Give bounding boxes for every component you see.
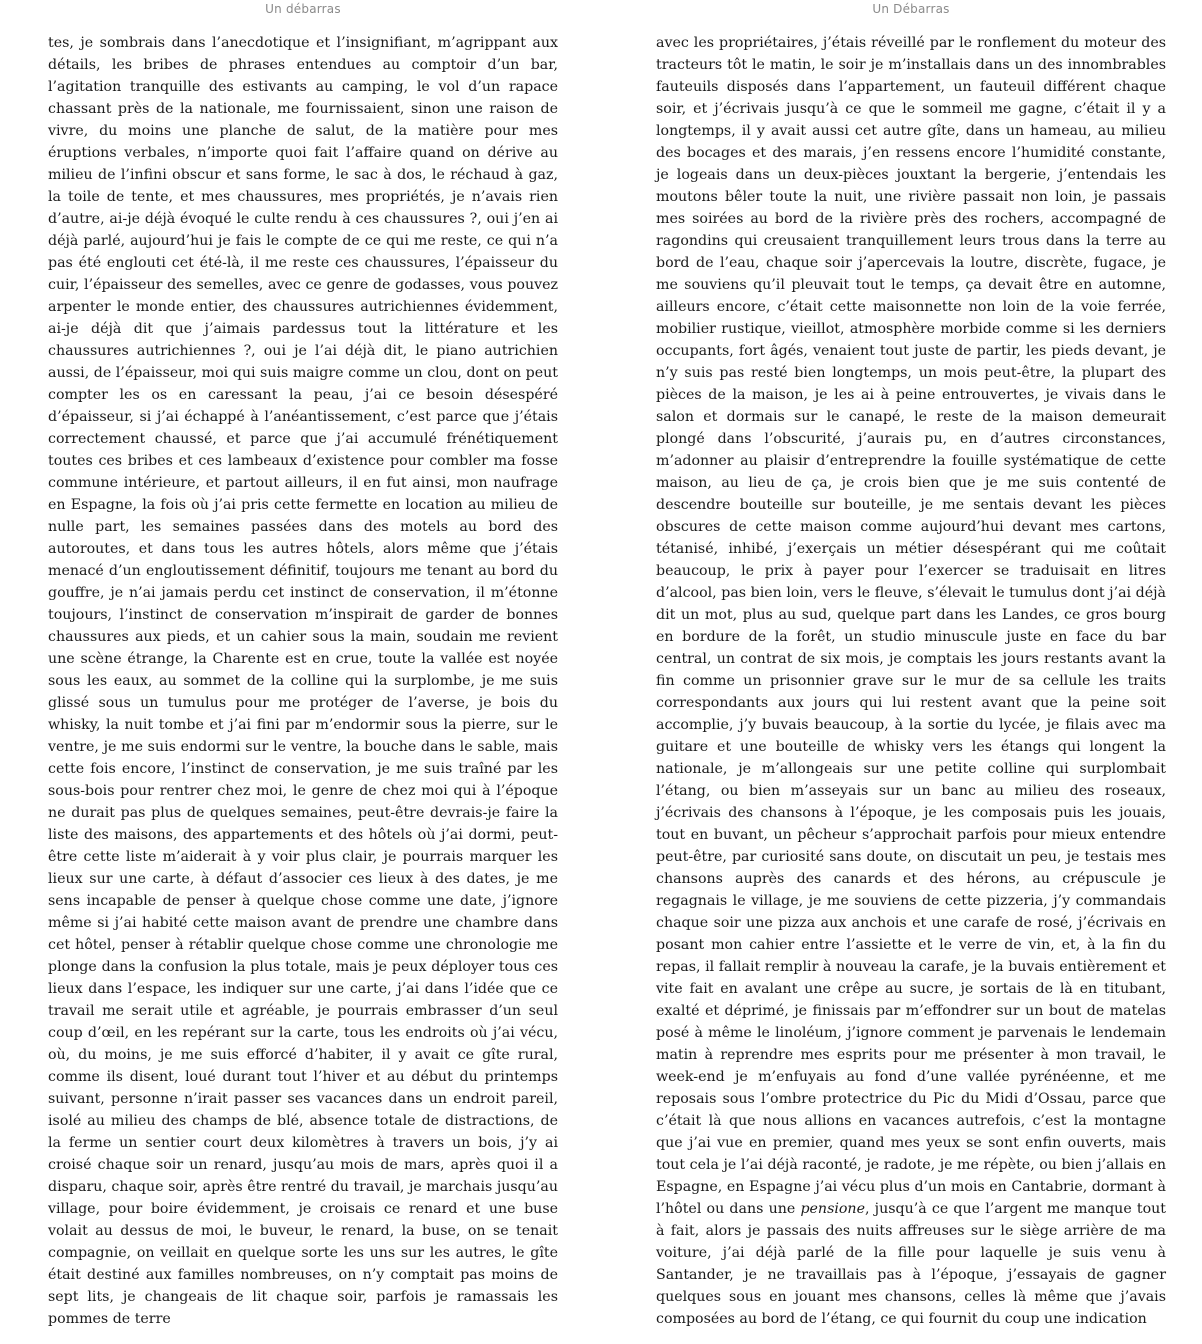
right-running-head: Un Débarras: [872, 2, 950, 16]
right-text-part-2: , jusqu’à ce que l’argent me manque tout à fait, alors je passais des nuits affreuses sur le siège arrière de ma voiture, j’ai déjà parlé de la fille pour laquelle je suis venu à Santander, je ne travaillais pas à l’époque, j’essayais de gagner quelques sous en jouant mes chansons, celles là même que j’avais composées au bord de l’étang, ce qui fournit du coup une indication: [656, 1201, 1166, 1327]
left-page: [48, 0, 558, 1344]
right-text-part-1: avec les propriétaires, j’étais réveillé par le ronflement du moteur des tracteurs tôt le matin, le soir je m’installais dans un des innombrables fauteuils disposés dans l’appartement, un fauteuil différent chaque soir, et j’écrivais jusqu’à ce que le sommeil me gagne, c’était il y a longtemps, il y avait aussi cet autre gîte, dans un hameau, au milieu des bocages et des marais, j’en ressens encore l’humidité constante, je logeais dans un deux-pièces jouxtant la bergerie, j’entendais les moutons bêler toute la nuit, une rivière passait non loin, je passais mes soirées au bord de la rivière près des rochers, accompagné de ragondins qui creusaient tranquillement leurs trous dans la terre au bord de l’eau, chaque soir j’apercevais la loutre, discrète, fugace, je me souviens qu’il pleuvait tout le temps, ça devait être en automne, ailleurs encore, c’était cette maisonnette non loin de la voie ferrée, mobilier rustique, vieillot, atmosphère morbide comme si les derniers occupants, fort âgés, venaient tout juste de partir, les pieds devant, je n’y suis pas resté bien longtemps, un mois peut-être, la plupart des pièces de la maison, je les ai à peine entrouvertes, je vivais dans le salon et dormais sur le canapé, le reste de la maison demeurait plongé dans l’obscurité, j’aurais pu, en d’autres circonstances, m’adonner au plaisir d’entreprendre la fouille systématique de cette maison, au lieu de ça, je crois bien que je me suis contenté de descendre bouteille sur bouteille, je me sentais devant les pièces obscures de cette maison comme aujourd’hui devant mes cartons, tétanisé, inhibé, j’exerçais un métier désespérant qui me coûtait beaucoup, le prix à payer pour l’exercer se traduisait en litres d’alcool, pas bien loin, vers le fleuve, s’élevait le tumulus dont j’ai déjà dit un mot, plus au sud, quelque part dans les Landes, ce gros bourg en bordure de la forêt, un studio minuscule juste en face du bar central, un contrat de six mois, je comptais les jours restants avant la fin comme un prisonnier grave sur le mur de sa cellule les traits correspondants aux jours qui lui restent avant que la peine soit accomplie, j’y buvais beaucoup, à la sortie du lycée, je filais avec ma guitare et une bouteille de whisky vers les étangs qui longent la nationale, je m’allongeais sur une petite colline qui surplombait l’étang, ou bien m’asseyais sur un banc au milieu des roseaux, j’écrivais des chansons à l’époque, je les composais puis les jouais, tout en buvant, un pêcheur s’approchait parfois pour mieux entendre peut-être, par curiosité sans doute, on discutait un peu, je testais mes chansons auprès des canards et des hérons, au crépuscule je regagnais le village, je me souviens de cette pizzeria, j’y commandais chaque soir une pizza aux anchois et une carafe de rosé, j’écrivais en posant mon cahier entre l’assiette et le verre de vin, et, à la fin du repas, il fallait remplir à nouveau la carafe, je la buvais entièrement et vite fait en avalant une crêpe au sucre, je sortais de là en titubant, exalté et déprimé, je finissais par m’effondrer sur un bout de matelas posé à même le linoléum, j’ignore comment je parvenais le lendemain matin à reprendre mes esprits pour me présenter à mon travail, le week-end je m’enfuyais au fond d’une vallée pyrénéenne, et me reposais sous l’ombre protectrice du Pic du Midi d’Ossau, parce que c’était là que nous allions en vacances autrefois, c’est la montagne que j’ai vue en premier, quand mes yeux se sont enfin ouverts, mais tout cela je l’ai déjà raconté, je radote, je me répète, ou bien j’allais en Espagne, en Espagne j’ai vécu plus d’un mois en Cantabrie, dormant à l’hôtel ou dans une: [656, 35, 1166, 1217]
right-page-text: [656, 32, 1166, 1330]
right-page: [656, 0, 1166, 1344]
italic-word-pensione: pensione: [800, 1201, 865, 1217]
left-running-head: Un débarras: [265, 2, 341, 16]
left-page-text: tes, je sombrais dans l’anecdotique et l’insignifiant, m’agrippant aux détails, les bribes de phrases entendues au comptoir d’un bar, l’agitation tranquille des estivants au camping, le vol d’un rapace chassant près de la nationale, me fournissaient, sinon une raison de vivre, du moins une planche de salut, de la matière pour mes éruptions verbales, n’importe quoi fait l’affaire quand on dérive au milieu de l’infini obscur et sans forme, le sac à dos, le réchaud à gaz, la toile de tente, et mes chaussures, mes propriétés, je n’avais rien d’autre, ai-je déjà évoqué le culte rendu à ces chaussures ?, oui j’en ai déjà parlé, aujourd’hui je fais le compte de ce qui me reste, ce qui n’a pas été englouti cet été-là, il me reste ces chaussures, l’épaisseur du cuir, l’épaisseur des semelles, avec ce genre de godasses, vous pouvez arpenter le monde entier, des chaussures autrichiennes évidemment, ai-je déjà dit que j’aimais pardessus tout la littérature et les chaussures autrichiennes ?, oui je l’ai déjà dit, le piano autrichien aussi, de l’épaisseur, moi qui suis maigre comme un clou, dont on peut compter les os en caressant la peau, j’ai ce besoin désespéré d’épaisseur, si j’ai échappé à l’anéantissement, c’est parce que j’étais correctement chaussé, et parce que j’ai accumulé frénétiquement toutes ces bribes et ces lambeaux d’existence pour combler ma fosse commune intérieure, et partout ailleurs, il en fut ainsi, mon naufrage en Espagne, la fois où j’ai pris cette fermette en location au milieu de nulle part, les semaines passées dans des motels au bord des autoroutes, et dans tous les autres hôtels, alors même que j’étais menacé d’un engloutissement définitif, toujours me tenant au bord du gouffre, je n’ai jamais perdu cet instinct de conservation, il m’étonne toujours, l’instinct de conservation m’inspirait de garder de bonnes chaussures aux pieds, et un cahier sous la main, soudain me revient une scène étrange, la Charente est en crue, toute la vallée est noyée sous les eaux, au sommet de la colline qui la surplombe, je me suis glissé sous un tumulus pour me protéger de l’averse, je bois du whisky, la nuit tombe et j’ai fini par m’endormir sous la pierre, sur le ventre, je me suis endormi sur le ventre, la bouche dans le sable, mais cette fois encore, l’instinct de conservation, je me suis traîné par les sous-bois pour rentrer chez moi, le genre de chez moi qui à l’époque ne durait pas plus de quelques semaines, peut-être devrais-je faire la liste des maisons, des appartements et des hôtels où j’ai dormi, peut-être cette liste m’aiderait à y voir plus clair, je pourrais marquer les lieux sur une carte, à défaut d’associer ces lieux à des dates, je me sens incapable de penser à quelque chose comme une date, j’ignore même si j’ai habité cette maison avant de prendre une chambre dans cet hôtel, penser à rétablir quelque chose comme une chronologie me plonge dans la confusion la plus totale, mais je peux déployer tous ces lieux dans l’espace, les indiquer sur une carte, j’ai dans l’idée que ce travail me serait utile et agréable, je pourrais embrasser d’un seul coup d’œil, en les repérant sur la carte, tous les endroits où j’ai vécu, où, du moins, je me suis efforcé d’habiter, il y avait ce gîte rural, comme ils disent, loué durant tout l’hiver et au début du printemps suivant, personne n’irait passer ses vacances dans un endroit pareil, isolé au milieu des champs de blé, absence totale de distractions, de la ferme un sentier court deux kilomètres à travers un bois, j’y ai croisé chaque soir un renard, jusqu’au mois de mars, après quoi il a disparu, chaque soir, après être rentré du travail, je marchais jusqu’au village, pour boire évidemment, je croisais ce renard et une buse volait au dessus de moi, le buveur, le renard, la buse, on se tenait compagnie, on veillait en quelque sorte les uns sur les autres, le gîte était destiné aux familles nombreuses, on n’y comptait pas moins de sept lits, je changeais de lit chaque soir, parfois je ramassais les pommes de terre: [48, 35, 558, 1327]
